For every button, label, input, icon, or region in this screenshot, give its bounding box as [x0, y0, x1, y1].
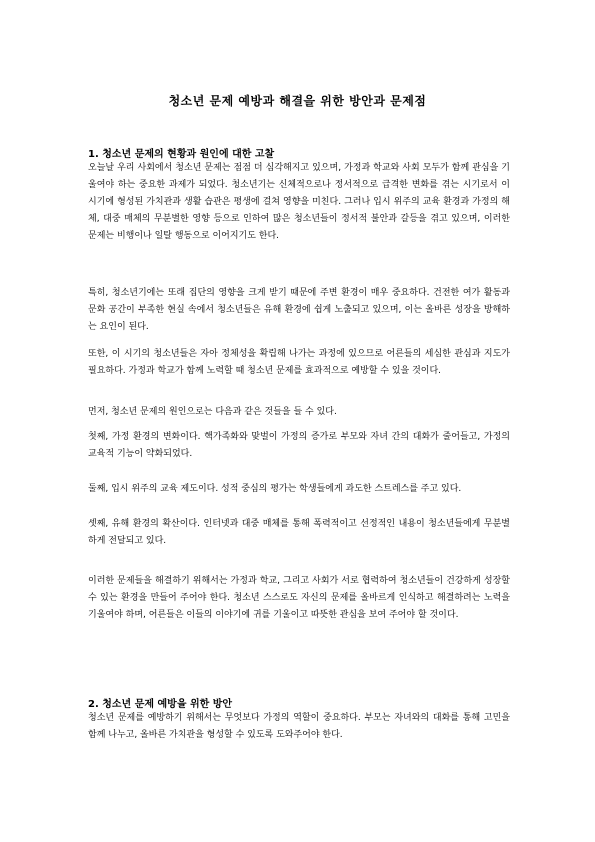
paragraph-7: 셋째, 유해 환경의 확산이다. 인터넷과 대중 매체를 통해 폭력적이고 선정적인 내용이 청소년들에게 무분별하게 전달되고 있다. [88, 519, 510, 546]
section-heading-1: 1. 청소년 문제의 현황과 원인에 대한 고찰 [88, 149, 275, 160]
paragraph-5: 첫째, 가정 환경의 변화이다. 핵가족화와 맞벌이 가정의 증가로 부모와 자녀 간의 대화가 줄어들고, 가정의 교육적 기능이 약화되었다. [88, 432, 510, 459]
paragraph-9: 청소년 문제를 예방하기 위해서는 무엇보다 가정의 역할이 중요하다. 부모는 자녀와의 대화를 통해 고민을 함께 나누고, 올바른 가치관을 형성할 수 있도록 도와주어야 한다. [88, 713, 510, 740]
paragraph-4: 먼저, 청소년 문제의 원인으로는 다음과 같은 것들을 들 수 있다. [88, 407, 337, 417]
section-heading-2: 2. 청소년 문제 예방을 위한 방안 [88, 699, 233, 710]
document-title: 청소년 문제 예방과 해결을 위한 방안과 문제점 [168, 94, 427, 108]
paragraph-1: 오늘날 우리 사회에서 청소년 문제는 점점 더 심각해지고 있으며, 가정과 학교와 사회 모두가 함께 관심을 기울여야 하는 중요한 과제가 되었다. 청소년기는 신체적으로나 정서적으로 급격한 변화를 겪는 시기로서 이 시기에 형성된 가치관과 생활 습관은 평생에 걸쳐 영향을 미친다. 그러나 입시 위주의 교육 환경과 가정의 해체, 대중 매체의 무분별한 영향 등으로 인하여 많은 청소년들이 정서적 불안과 갈등을 겪고 있으며, 이러한 문제는 비행이나 일탈 행동으로 이어지기도 한다. [88, 163, 510, 241]
paragraph-3: 또한, 이 시기의 청소년들은 자아 정체성을 확립해 나가는 과정에 있으므로 어른들의 세심한 관심과 지도가 필요하다. 가정과 학교가 함께 노력할 때 청소년 문제를 효과적으로 예방할 수 있을 것이다. [88, 349, 510, 376]
paragraph-8: 이러한 문제들을 해결하기 위해서는 가정과 학교, 그리고 사회가 서로 협력하여 청소년들이 건강하게 성장할 수 있는 환경을 만들어 주어야 한다. 청소년 스스로도 자신의 문제를 올바르게 인식하고 해결하려는 노력을 기울여야 하며, 어른들은 이들의 이야기에 귀를 기울이고 따뜻한 관심을 보여 주어야 할 것이다. [88, 576, 510, 620]
paragraph-2: 특히, 청소년기에는 또래 집단의 영향을 크게 받기 때문에 주변 환경이 매우 중요하다. 건전한 여가 활동과 문화 공간이 부족한 현실 속에서 청소년들은 유해 환경에 쉽게 노출되고 있으며, 이는 올바른 성장을 방해하는 요인이 된다. [88, 288, 510, 332]
paragraph-6: 둘째, 입시 위주의 교육 제도이다. 성적 중심의 평가는 학생들에게 과도한 스트레스를 주고 있다. [88, 484, 462, 494]
